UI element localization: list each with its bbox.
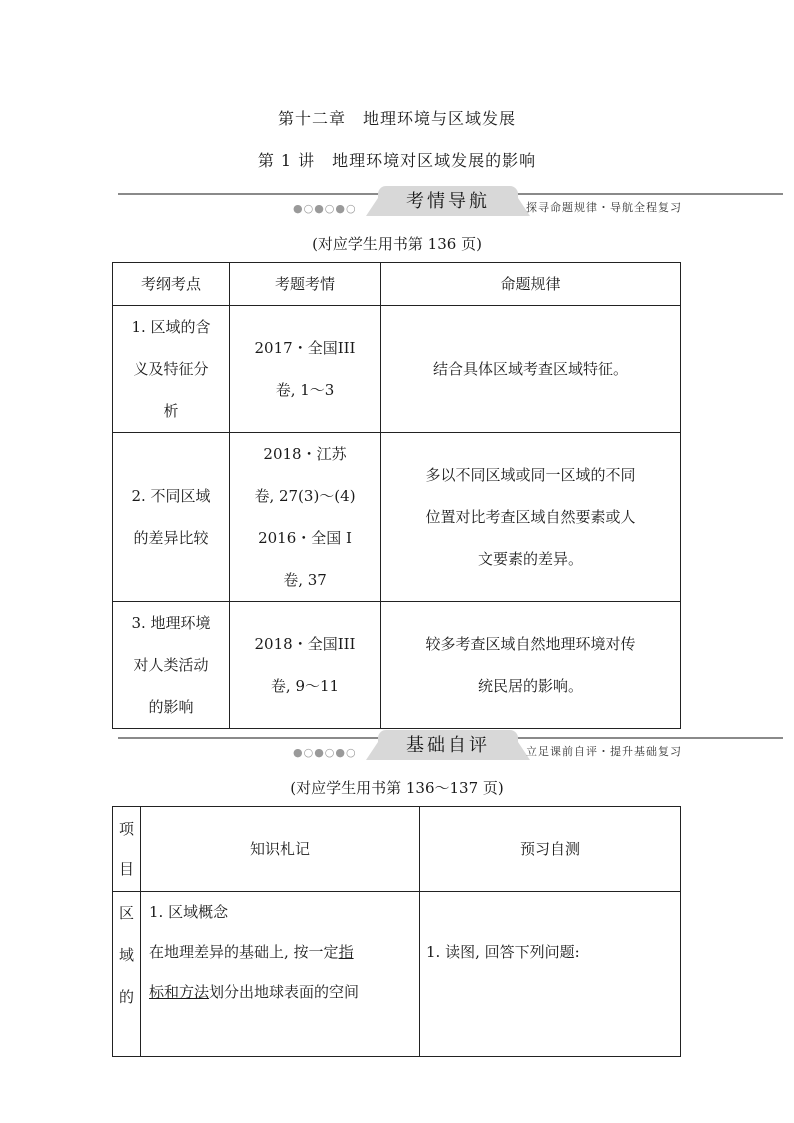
banner-dots: ●○●○●○: [293, 746, 357, 759]
header-rule: 命题规律: [381, 263, 681, 306]
rule-line: 结合具体区域考查区域特征。: [432, 360, 628, 378]
table-row: [113, 306, 681, 433]
lecture-title: 第 1 讲 地理环境对区域发展的影响: [257, 151, 537, 170]
exam-line: 卷, 37: [283, 571, 327, 589]
exam-cell: [230, 602, 381, 729]
rule-line: 位置对比考查区域自然要素或人: [425, 508, 636, 526]
rule-cell: [381, 433, 681, 602]
exam-line: 2017・全国III: [254, 339, 356, 357]
point-line: 2. 不同区域: [131, 487, 211, 505]
point-line: 1. 区域的含: [131, 318, 211, 336]
point-cell: [113, 433, 230, 602]
exam-line: 2018・全国III: [254, 635, 356, 653]
test-cell: [420, 892, 681, 1057]
book-reference: (对应学生用书第 136～137 页): [290, 779, 504, 797]
point-line: 对人类活动: [133, 656, 209, 674]
rule-line: 多以不同区域或同一区域的不同: [425, 466, 636, 484]
item-line: 区: [119, 904, 135, 922]
knowledge-line: [149, 972, 411, 1012]
rule-cell: [381, 306, 681, 433]
exam-line: 2016・全国 I: [258, 529, 352, 547]
table-header-row: [113, 263, 681, 306]
rule-line: 统民居的影响。: [477, 677, 583, 695]
header-exam: 考题考情: [230, 263, 381, 306]
section-banner-exam-guide: [118, 186, 783, 226]
header-point: 考纲考点: [113, 263, 230, 306]
item-line: 域: [119, 946, 135, 964]
exam-line: 卷, 27(3)～(4): [254, 487, 356, 505]
item-line: 的: [119, 988, 135, 1006]
header-item-line: 目: [119, 860, 135, 878]
exam-line: 卷, 1～3: [275, 381, 335, 399]
point-cell: [113, 602, 230, 729]
banner-tab: 基础自评: [378, 730, 518, 760]
knowledge-heading: 1. 区域概念: [149, 903, 229, 921]
point-cell: [113, 306, 230, 433]
book-reference: (对应学生用书第 136 页): [312, 235, 482, 253]
table-row: [113, 892, 681, 1057]
table-header-row: [113, 807, 681, 892]
section-banner-self-assessment: [118, 730, 783, 770]
exam-cell: [230, 306, 381, 433]
item-cell: [113, 892, 141, 1057]
knowledge-text: 在地理差异的基础上, 按一定: [149, 943, 339, 961]
table-row: [113, 602, 681, 729]
point-line: 的影响: [148, 698, 194, 716]
table-row: [113, 433, 681, 602]
rule-line: 文要素的差异。: [477, 550, 583, 568]
banner-subtitle: 探寻命题规律・导航全程复习: [526, 201, 682, 214]
banner-dots: ●○●○●○: [293, 202, 357, 215]
chapter-title: 第十二章 地理环境与区域发展: [277, 109, 516, 128]
exam-outline-table: [112, 262, 681, 729]
banner-subtitle: 立足课前自评・提升基础复习: [526, 745, 682, 758]
knowledge-underlined: 指: [338, 943, 354, 961]
banner-tab: 考情导航: [378, 186, 518, 216]
exam-line: 2018・江苏: [263, 445, 347, 463]
point-line: 3. 地理环境: [131, 614, 211, 632]
header-item: [113, 807, 141, 892]
point-line: 的差异比较: [133, 529, 209, 547]
self-assessment-table: [112, 806, 681, 1057]
knowledge-text: 划分出地球表面的空间: [209, 983, 360, 1001]
header-test: 预习自测: [420, 807, 681, 892]
header-item-line: 项: [119, 820, 135, 838]
knowledge-underlined: 标和方法: [149, 983, 210, 1001]
point-line: 义及特征分: [133, 360, 209, 378]
knowledge-cell: [141, 892, 420, 1057]
test-question: 1. 读图, 回答下列问题:: [426, 943, 580, 961]
knowledge-line: [149, 932, 411, 972]
exam-line: 卷, 9～11: [270, 677, 340, 695]
exam-cell: [230, 433, 381, 602]
point-line: 析: [163, 402, 179, 420]
header-knowledge: 知识札记: [141, 807, 420, 892]
rule-line: 较多考查区域自然地理环境对传: [425, 635, 636, 653]
rule-cell: [381, 602, 681, 729]
